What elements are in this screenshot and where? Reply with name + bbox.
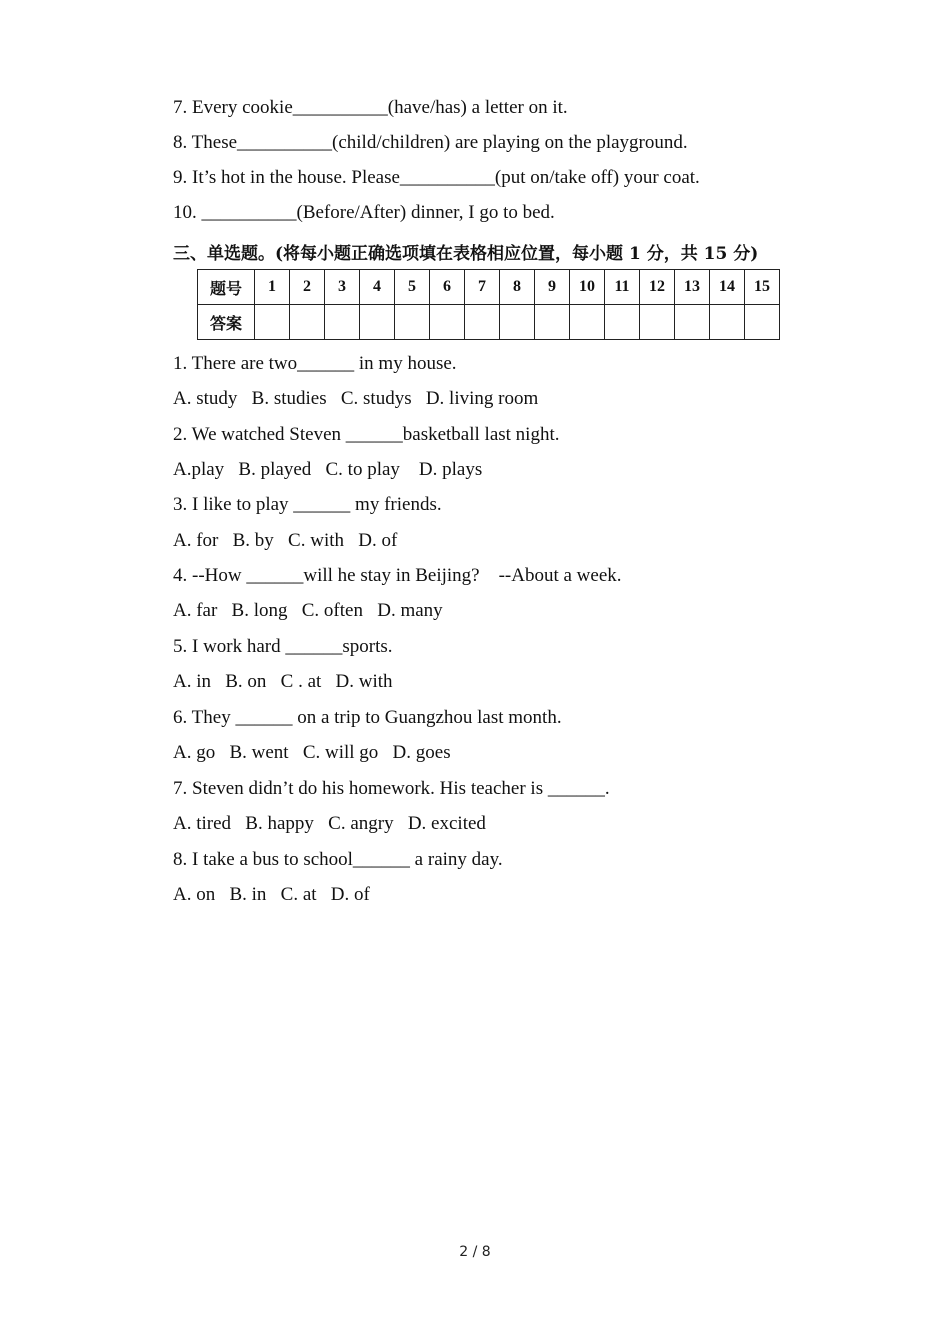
mc-options-5: A. in B. on C . at D. with — [173, 671, 393, 692]
fill-question-10: 10. __________(Before/After) dinner, I go to bed. — [173, 202, 555, 223]
fill-question-8: 8. These__________(child/children) are playing on the playground. — [173, 132, 688, 153]
section-title: 三、单选题。(将每小题正确选项填在表格相应位置，每小题 1 分，共 15 分) — [173, 244, 759, 264]
mc-options-3: A. for B. by C. with D. of — [173, 530, 398, 551]
mc-question-7: 7. Steven didn’t do his homework. His teacher is ______. — [173, 778, 610, 799]
page-number: 2 / 8 — [459, 1244, 491, 1260]
answer-cell[interactable] — [710, 305, 745, 340]
fill-question-7: 7. Every cookie__________(have/has) a letter on it. — [173, 97, 568, 118]
number-cell: 1 — [255, 270, 290, 305]
answer-cell[interactable] — [465, 305, 500, 340]
number-cell: 3 — [325, 270, 360, 305]
mc-options-2: A.play B. played C. to play D. plays — [173, 459, 483, 480]
mc-question-1: 1. There are two______ in my house. — [173, 353, 457, 374]
answer-cell[interactable] — [360, 305, 395, 340]
number-cell: 9 — [535, 270, 570, 305]
number-cell: 15 — [745, 270, 780, 305]
number-cell: 5 — [395, 270, 430, 305]
number-cell: 11 — [605, 270, 640, 305]
answer-cell[interactable] — [605, 305, 640, 340]
mc-question-2: 2. We watched Steven ______basketball last night. — [173, 424, 560, 445]
number-cell: 6 — [430, 270, 465, 305]
answer-cell[interactable] — [430, 305, 465, 340]
mc-question-5: 5. I work hard ______sports. — [173, 636, 393, 657]
answer-cell[interactable] — [640, 305, 675, 340]
number-cell: 13 — [675, 270, 710, 305]
mc-question-3: 3. I like to play ______ my friends. — [173, 494, 442, 515]
number-cell: 8 — [500, 270, 535, 305]
number-cell: 10 — [570, 270, 605, 305]
fill-question-9: 9. It’s hot in the house. Please__________(put on/take off) your coat. — [173, 167, 700, 188]
answer-cell[interactable] — [325, 305, 360, 340]
mc-options-8: A. on B. in C. at D. of — [173, 884, 370, 905]
answer-cell[interactable] — [255, 305, 290, 340]
answer-cell[interactable] — [500, 305, 535, 340]
answer-cell[interactable] — [570, 305, 605, 340]
number-cell: 14 — [710, 270, 745, 305]
answer-cell[interactable] — [395, 305, 430, 340]
mc-options-7: A. tired B. happy C. angry D. excited — [173, 813, 486, 834]
answer-row — [198, 305, 780, 340]
answer-cell[interactable] — [290, 305, 325, 340]
mc-options-4: A. far B. long C. often D. many — [173, 600, 443, 621]
mc-options-1: A. study B. studies C. studys D. living room — [173, 388, 539, 409]
mc-options-6: A. go B. went C. will go D. goes — [173, 742, 451, 763]
mc-question-6: 6. They ______ on a trip to Guangzhou last month. — [173, 707, 562, 728]
number-cell: 7 — [465, 270, 500, 305]
number-row — [198, 270, 780, 305]
number-cell: 12 — [640, 270, 675, 305]
number-cell: 4 — [360, 270, 395, 305]
number-cell: 2 — [290, 270, 325, 305]
answer-cell[interactable] — [535, 305, 570, 340]
number-row-label: 题号 — [198, 270, 255, 305]
answer-row-label: 答案 — [198, 305, 255, 340]
answer-cell[interactable] — [675, 305, 710, 340]
mc-question-8: 8. I take a bus to school______ a rainy day. — [173, 849, 503, 870]
mc-question-4: 4. --How ______will he stay in Beijing? --About a week. — [173, 565, 622, 586]
answer-cell[interactable] — [745, 305, 780, 340]
answer-table — [197, 269, 780, 340]
